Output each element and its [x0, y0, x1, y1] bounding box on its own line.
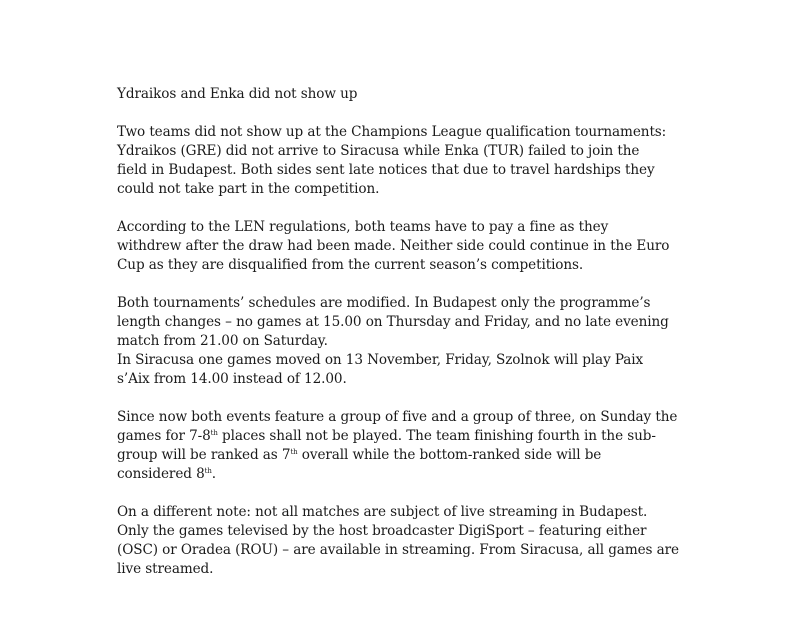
paragraph-line: In Siracusa one games moved on 13 November, Friday, Szolnok will play Paix [117, 352, 644, 368]
paragraph-line [117, 465, 677, 484]
paragraph-line: field in Budapest. Both sides sent late notices that due to travel hardships they [117, 162, 655, 178]
paragraph-line: live streamed. [117, 561, 214, 577]
paragraph-2 [117, 218, 677, 275]
text-segment: games for 7-8 [117, 428, 211, 444]
text-segment: group will be ranked as 7 [117, 447, 291, 463]
title-text: Ydraikos and Enka did not show up [117, 86, 358, 102]
paragraph-line: Only the games televised by the host broadcaster DigiSport – featuring either [117, 523, 647, 539]
paragraph-line: match from 21.00 on Saturday. [117, 333, 328, 349]
paragraph-line: length changes – no games at 15.00 on Thursday and Friday, and no late evening [117, 314, 669, 330]
paragraph-line: withdrew after the draw had been made. Neither side could continue in the Euro [117, 238, 670, 254]
paragraph-line [117, 427, 677, 446]
text-segment: places shall not be played. The team finishing fourth in the sub- [217, 428, 656, 444]
ordinal-suffix: th [204, 467, 212, 475]
document-body [117, 85, 677, 598]
paragraph-5 [117, 503, 677, 579]
paragraph-line: Cup as they are disqualified from the current season’s competitions. [117, 257, 584, 273]
ordinal-suffix: th [290, 448, 298, 456]
paragraph-line: (OSC) or Oradea (ROU) – are available in streaming. From Siracusa, all games are [117, 542, 679, 558]
text-segment: considered 8 [117, 466, 205, 482]
paragraph-1 [117, 123, 677, 199]
paragraph-line: could not take part in the competition. [117, 181, 380, 197]
ordinal-suffix: th [210, 429, 218, 437]
paragraph-line: On a different note: not all matches are subject of live streaming in Budapest. [117, 504, 648, 520]
paragraph-4 [117, 408, 677, 484]
text-segment: overall while the bottom-ranked side will be [297, 447, 602, 463]
paragraph-line [117, 446, 677, 465]
paragraph-3 [117, 294, 677, 389]
paragraph-line: According to the LEN regulations, both teams have to pay a fine as they [117, 219, 609, 235]
paragraph-line: s’Aix from 14.00 instead of 12.00. [117, 371, 347, 387]
paragraph-line: Two teams did not show up at the Champions League qualification tournaments: [117, 124, 667, 140]
paragraph-line: Both tournaments’ schedules are modified. In Budapest only the programme’s [117, 295, 651, 311]
document-title [117, 85, 677, 104]
paragraph-line: Since now both events feature a group of five and a group of three, on Sunday the [117, 409, 678, 425]
text-segment: . [211, 466, 216, 482]
paragraph-line: Ydraikos (GRE) did not arrive to Siracusa while Enka (TUR) failed to join the [117, 143, 640, 159]
